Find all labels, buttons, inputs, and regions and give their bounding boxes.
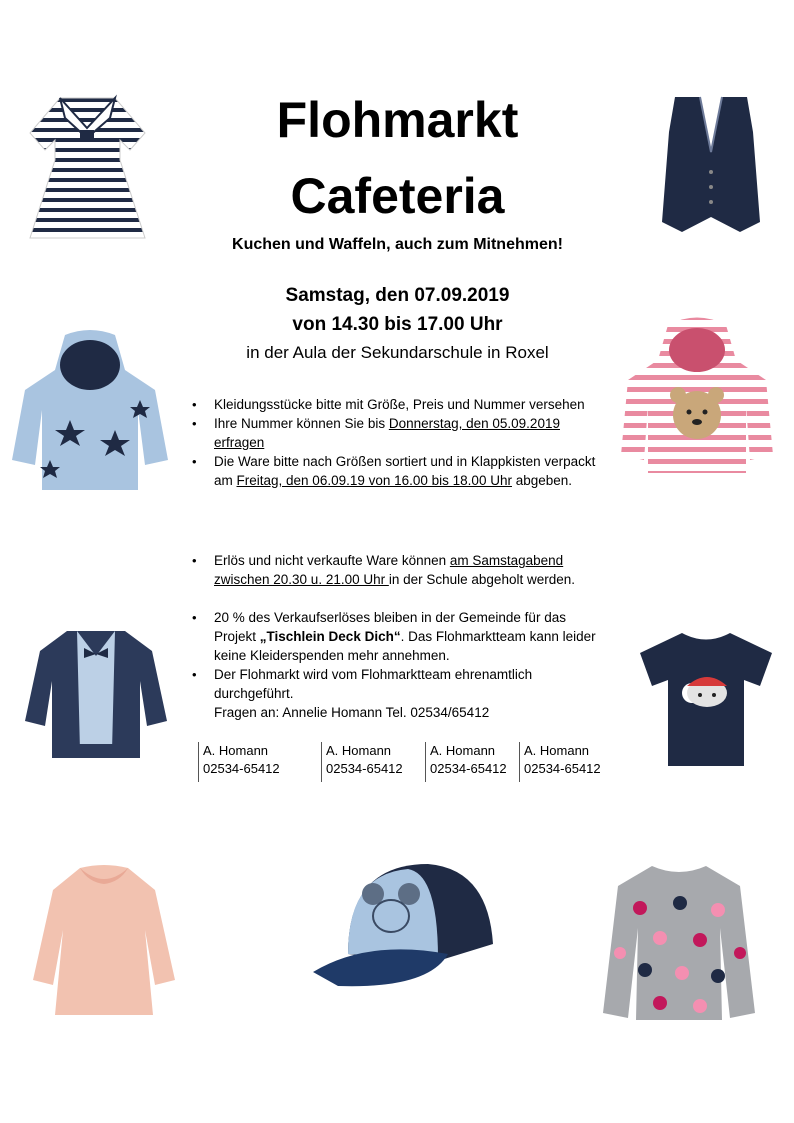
- list-item: • 20 % des Verkaufserlöses bleiben in der Gemeinde für das Projekt „Tischlein Deck Dich“. Das Flohmarktteam kann leider keine Kleiderspenden mehr annehmen.: [190, 608, 610, 665]
- navy-tshirt-image: [632, 628, 780, 768]
- info-list-2: [190, 551, 610, 589]
- pickup-underlined: am Samstagabend zwischen 20.30 u. 21.00 Uhr: [214, 553, 564, 587]
- star-jacket-image: [10, 330, 170, 498]
- location-line: in der Aula der Sekundarschule in Roxel: [246, 343, 549, 362]
- navy-vest-image: [655, 92, 767, 237]
- info-list-1: [190, 395, 610, 490]
- tearoff-strip: A. Homann 02534-65412: [519, 742, 601, 782]
- tearoff-strip: A. Homann 02534-65412: [321, 742, 403, 782]
- deadline-underlined: Donnerstag, den 05.09.2019 erfragen: [214, 416, 560, 450]
- dropoff-underlined: Freitag, den 06.09.19 von 16.00 bis 18.00 Uhr: [236, 473, 512, 488]
- dotted-sweater-image: [600, 858, 758, 1028]
- title-cafeteria: Cafeteria: [290, 168, 505, 224]
- list-item: • Erlös und nicht verkaufte Ware können am Samstagabend zwischen 20.30 u. 21.00 Uhr in der Schule abgeholt werden.: [190, 551, 610, 589]
- tearoff-strip: A. Homann 02534-65412: [198, 742, 280, 782]
- project-name: „Tischlein Deck Dich“: [259, 629, 401, 644]
- subtitle: Kuchen und Waffeln, auch zum Mitnehmen!: [232, 236, 563, 253]
- list-item: • Der Flohmarkt wird vom Flohmarktteam ehrenamtlich durchgeführt. Fragen an: Annelie Homann Tel. 02534/65412: [190, 665, 610, 722]
- list-item: • Die Ware bitte nach Größen sortiert und in Klappkisten verpackt am Freitag, den 06.09.19 von 16.00 bis 18.00 Uhr abgeben.: [190, 452, 610, 490]
- pink-dress-image: [25, 860, 183, 1020]
- mickey-cap-image: [308, 854, 503, 992]
- date-line: Samstag, den 07.09.2019: [285, 285, 510, 306]
- list-item: • Kleidungsstücke bitte mit Größe, Preis und Nummer versehen: [190, 395, 610, 414]
- tearoff-strip: A. Homann 02534-65412: [425, 742, 507, 782]
- title-flohmarkt: Flohmarkt: [276, 92, 519, 148]
- list-item: • Ihre Nummer können Sie bis Donnerstag, den 05.09.2019 erfragen: [190, 414, 610, 452]
- teddy-hoodie-image: [618, 315, 776, 480]
- time-line: von 14.30 bis 17.00 Uhr: [292, 314, 503, 335]
- info-list-3: [190, 608, 610, 722]
- striped-dress-image: [20, 88, 155, 248]
- cardigan-set-image: [22, 626, 170, 761]
